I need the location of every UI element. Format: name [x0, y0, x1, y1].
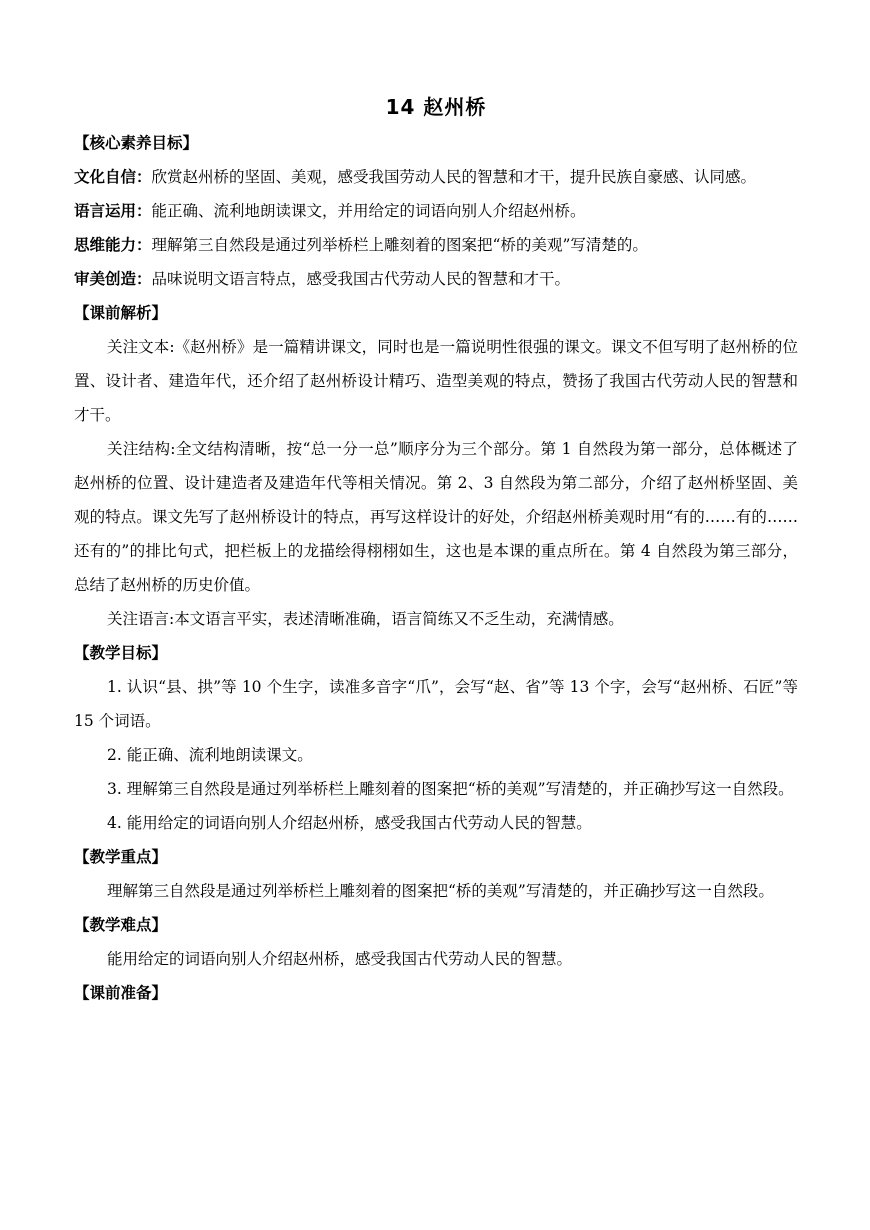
- section-heading-teaching-goals: 【教学目标】: [74, 644, 168, 662]
- analysis-paragraph-language: 关注语言:本文语言平实，表述清晰准确，语言简练又不乏生动，充满情感。: [107, 610, 624, 628]
- document-page: [74, 92, 798, 1010]
- key-points-text: 理解第三自然段是通过列举桥栏上雕刻着的图案把“桥的美观”写清楚的，并正确抄写这一自然段。: [107, 882, 774, 900]
- core-goal-text: 能正确、流利地朗读课文，并用给定的词语向别人介绍赵州桥。: [151, 202, 586, 220]
- core-goal-text: 理解第三自然段是通过列举桥栏上雕刻着的图案把“桥的美观”写清楚的。: [151, 236, 648, 254]
- core-goal-label: 文化自信：: [74, 168, 152, 186]
- core-goal-text: 欣赏赵州桥的坚固、美观，感受我国劳动人民的智慧和才干，提升民族自豪感、认同感。: [151, 168, 757, 186]
- section-heading-preparation: 【课前准备】: [74, 984, 168, 1002]
- section-heading-pre-analysis: 【课前解析】: [74, 304, 168, 322]
- core-goal-label: 语言运用：: [74, 202, 152, 220]
- teaching-goal-item: 2. 能正确、流利地朗读课文。: [107, 746, 313, 764]
- section-heading-core-goals: 【核心素养目标】: [74, 134, 199, 152]
- core-goal-item: [74, 228, 798, 262]
- section-heading-key-points: 【教学重点】: [74, 848, 168, 866]
- difficulties-text: 能用给定的词语向别人介绍赵州桥，感受我国古代劳动人民的智慧。: [107, 950, 573, 968]
- teaching-goal-item: 3. 理解第三自然段是通过列举桥栏上雕刻着的图案把“桥的美观”写清楚的，并正确抄写这一自然段。: [107, 780, 794, 798]
- core-goal-text: 品味说明文语言特点，感受我国古代劳动人民的智慧和才干。: [151, 270, 571, 288]
- analysis-paragraph-structure: 关注结构:全文结构清晰，按“总一分一总”顺序分为三个部分。第 1 自然段为第一部分，总体概述了赵州桥的位置、设计建造者及建造年代等相关情况。第 2、3 自然段为第二部分，介绍了赵州桥坚固、美观的特点。课文先写了赵州桥设计的特点，再写这样设计的好处，介绍赵州桥美观时用“有的……有的……还有的”的排比句式，把栏板上的龙描绘得栩栩如生，这也是本课的重点所在。第 4 自然段为第三部分，总结了赵州桥的历史价值。: [74, 440, 798, 594]
- analysis-paragraph-text: 关注文本:《赵州桥》是一篇精讲课文，同时也是一篇说明性很强的课文。课文不但写明了赵州桥的位置、设计者、建造年代，还介绍了赵州桥设计精巧、造型美观的特点，赞扬了我国古代劳动人民的智慧和才干。: [74, 338, 798, 424]
- core-goal-label: 思维能力：: [74, 236, 152, 254]
- core-goal-item: [74, 194, 798, 228]
- teaching-goal-item: 1. 认识“县、拱”等 10 个生字，读准多音字“爪”，会写“赵、省”等 13 个字，会写“赵州桥、石匠”等 15 个词语。: [74, 678, 798, 730]
- page-title: 14 赵州桥: [385, 95, 487, 119]
- core-goal-label: 审美创造：: [74, 270, 152, 288]
- core-goal-item: [74, 262, 798, 296]
- teaching-goal-item: 4. 能用给定的词语向别人介绍赵州桥，感受我国古代劳动人民的智慧。: [107, 814, 592, 832]
- core-goal-item: [74, 160, 798, 194]
- section-heading-difficulties: 【教学难点】: [74, 916, 168, 934]
